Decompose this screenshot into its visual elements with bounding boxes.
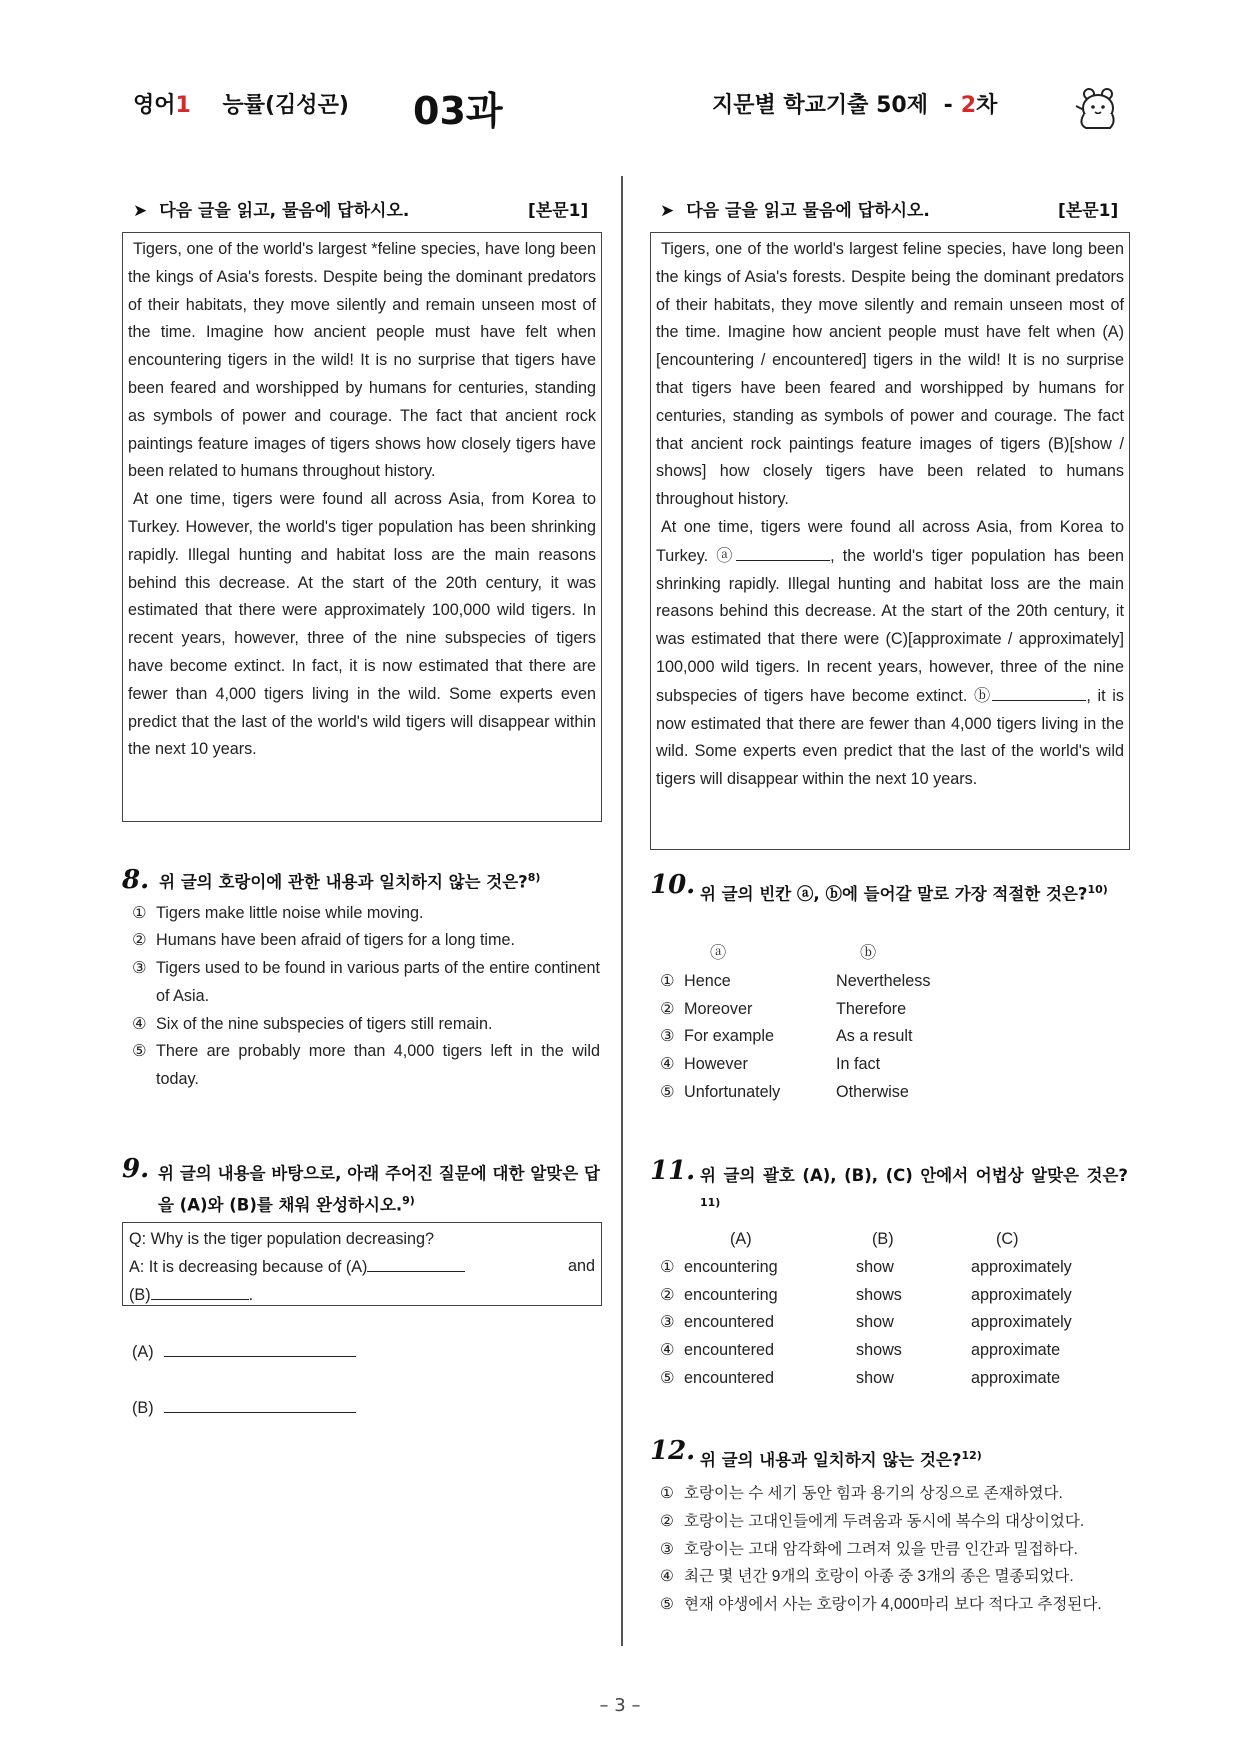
question-8-options — [122, 900, 600, 1095]
option-8-4[interactable] — [132, 1011, 600, 1039]
option-c-value: approximate — [971, 1341, 1061, 1360]
question-8-text: 위 글의 호랑이에 관한 내용과 일치하지 않는 것은? — [159, 872, 528, 892]
answer-period: . — [248, 1286, 254, 1304]
bear-mascot-icon — [1072, 84, 1122, 134]
left-direction — [133, 196, 409, 221]
question-11-footnote: 11) — [700, 1196, 721, 1209]
question-8 — [122, 864, 600, 1094]
option-b-value: shows — [856, 1285, 902, 1304]
passage-text: , it is now estimated that there are fewer than 4,000 tigers living in the wild. Some experts even predict that the last of the world's wild tigers will disappear within the next 10 years. — [656, 686, 1125, 789]
question-9-footnote: 9) — [402, 1194, 415, 1207]
option-10-4[interactable] — [660, 1051, 1120, 1079]
question-8-footnote: 8) — [527, 871, 541, 884]
option-text: 호랑이는 고대인들에게 두려움과 동시에 복수의 대상이었다. — [684, 1512, 1085, 1530]
choice-b: (B)[show / shows] — [656, 434, 1124, 481]
column-b-label: (B) — [872, 1230, 894, 1248]
option-a-value: encountered — [684, 1368, 775, 1387]
left-passage-paragraph-2: At one time, tigers were found all across Asia, from Korea to Turkey. However, the world's tiger population has been shrinking rapidly. Illegal hunting and habitat loss are the main reasons behind this decrease. At the start of the 20th century, it was estimated that there were approximately 100,000 wild tigers. In recent years, however, three of the nine subspecies of tigers have become extinct. In fact, it is now estimated that there are fewer than 4,000 tigers living in the wild. Some experts even predict that the last of the world's wild tigers will disappear within the next 10 years. — [128, 490, 596, 759]
textbook-label: 능률(김성곤) — [222, 93, 349, 118]
option-marker: ③ — [660, 1313, 675, 1332]
title-dash: - — [943, 93, 953, 118]
option-8-2[interactable] — [132, 927, 600, 955]
option-10-1[interactable] — [660, 968, 1120, 996]
option-marker: ② — [660, 1512, 674, 1530]
question-12-options — [660, 1480, 1130, 1619]
arrow-icon: ➤ — [660, 201, 675, 221]
option-12-4[interactable] — [660, 1563, 1130, 1591]
question-8-number: 8. — [122, 864, 150, 895]
answer-a-label: (A) — [132, 1343, 154, 1361]
question-9-qa-box — [122, 1222, 602, 1306]
question-10-footnote: 10) — [1087, 883, 1108, 896]
answer-b-row — [132, 1394, 356, 1423]
option-a-value: encountered — [684, 1341, 775, 1360]
option-12-2[interactable] — [660, 1508, 1130, 1536]
question-11-column-header — [660, 1226, 1120, 1254]
column-c-label: (C) — [996, 1230, 1019, 1248]
passage-text: At one time, tigers were found all across Asia, from Korea to Turkey. — [656, 517, 1124, 565]
question-12-number: 12. — [650, 1436, 696, 1466]
blank-a-line[interactable] — [367, 1253, 465, 1272]
question-12-text: 위 글의 내용과 일치하지 않는 것은? — [700, 1450, 962, 1470]
blank-b-line[interactable] — [151, 1281, 249, 1300]
question-9-text: 위 글의 내용을 바탕으로, 아래 주어진 질문에 대한 알맞은 답을 (A)와 (B)를 채워 완성하시오. — [158, 1164, 600, 1215]
answer-line — [129, 1253, 595, 1281]
option-text: 현재 야생에서 사는 호랑이가 4,000마리 보다 적다고 추정된다. — [684, 1596, 1102, 1614]
question-9-header — [122, 1154, 600, 1219]
option-marker: ⑤ — [660, 1082, 675, 1101]
answer-line-2 — [129, 1281, 595, 1309]
right-passage-paragraph-2 — [656, 514, 1124, 794]
choice-c: (C)[approximate / approximately] — [885, 630, 1124, 649]
option-c-value: approximately — [971, 1257, 1072, 1276]
subject-label: 영어 — [133, 93, 176, 118]
option-b-value: show — [856, 1257, 894, 1276]
question-11-number: 11. — [650, 1156, 696, 1186]
right-passage-paragraph-1 — [656, 236, 1124, 514]
passage-text: how closely tigers have been related to humans throughout history. — [656, 462, 1124, 509]
question-11-options — [660, 1226, 1120, 1393]
question-11 — [650, 1156, 1128, 1221]
option-11-2[interactable] — [660, 1282, 1120, 1310]
option-a-value: However — [684, 1055, 748, 1074]
option-a-value: Moreover — [684, 999, 753, 1018]
option-c-value: approximate — [971, 1368, 1061, 1387]
option-10-5[interactable] — [660, 1079, 1120, 1107]
passage-text: , the world's tiger population has been shrinking rapidly. Illegal hunting and habitat loss are the main reasons behind this decrease. At the start of the 20th century, it was estimated that there were — [656, 546, 1124, 649]
blank-b-marker: ⓑ — [974, 686, 993, 705]
option-marker: ④ — [660, 1341, 675, 1360]
choice-a: (A)[encountering / encountered] — [656, 323, 1124, 370]
answer-a-row — [132, 1338, 356, 1367]
left-passage-box — [122, 232, 602, 822]
option-text: There are probably more than 4,000 tigers left in the wild today. — [156, 1042, 600, 1089]
option-text: 호랑이는 수 세기 동안 힘과 용기의 상징으로 존재하였다. — [684, 1485, 1063, 1502]
answer-b-field[interactable] — [164, 1394, 356, 1413]
question-11-header — [650, 1156, 1128, 1221]
option-a-value: encountered — [684, 1313, 775, 1332]
column-a-label: (A) — [730, 1230, 752, 1248]
option-12-3[interactable] — [660, 1536, 1130, 1564]
answer-prefix: A: It is decreasing because of (A) — [129, 1258, 368, 1276]
option-10-2[interactable] — [660, 996, 1120, 1024]
column-a-label: ⓐ — [710, 944, 727, 962]
option-text: 호랑이는 고대 암각화에 그려져 있을 만큼 인간과 밀접하다. — [684, 1540, 1078, 1558]
blank-a[interactable] — [736, 542, 830, 561]
exam-title-label: 지문별 학교기출 50제 — [712, 93, 928, 118]
option-marker: ③ — [660, 1027, 675, 1046]
option-text: Six of the nine subspecies of tigers still remain. — [156, 1014, 493, 1033]
passage-text: Tigers, one of the world's largest feline species, have long been the kings of Asia's forests. Despite being the dominant predators of their habitats, they move silently and remain unseen most of the time. Imagine how ancient people must have felt when — [656, 240, 1124, 342]
option-b-value: show — [856, 1313, 894, 1332]
question-10-header — [650, 870, 1128, 908]
option-text: 최근 몇 년간 9개의 호랑이 아종 중 3개의 종은 멸종되었다. — [684, 1568, 1074, 1586]
right-direction-text: 다음 글을 읽고 물음에 답하시오. — [686, 201, 930, 221]
option-marker: ③ — [132, 959, 147, 978]
option-11-5[interactable] — [660, 1365, 1120, 1393]
option-marker: ④ — [132, 1014, 147, 1033]
blank-b[interactable] — [992, 682, 1086, 701]
right-direction — [660, 196, 930, 221]
option-a-value: Unfortunately — [684, 1082, 781, 1101]
option-marker: ② — [660, 999, 675, 1018]
option-b-value: Otherwise — [836, 1082, 909, 1101]
option-12-1[interactable] — [660, 1480, 1130, 1508]
option-12-5[interactable] — [660, 1591, 1130, 1619]
option-marker: ③ — [660, 1540, 674, 1558]
option-a-value: encountering — [684, 1257, 778, 1276]
question-line: Q: Why is the tiger population decreasing? — [129, 1230, 435, 1248]
option-b-value: Nevertheless — [836, 971, 931, 990]
option-8-3[interactable] — [132, 955, 600, 1011]
right-passage-tag: [본문1] — [1058, 201, 1119, 221]
option-marker: ① — [132, 903, 147, 922]
question-12 — [650, 1436, 1128, 1474]
question-10-number: 10. — [650, 870, 696, 900]
option-11-1[interactable] — [660, 1254, 1120, 1282]
column-divider — [621, 176, 623, 1646]
option-marker: ① — [660, 1257, 675, 1276]
option-a-value: Hence — [684, 971, 731, 990]
option-b-value: As a result — [836, 1027, 913, 1046]
option-c-value: approximately — [971, 1285, 1072, 1304]
question-10 — [650, 870, 1128, 908]
option-marker: ⑤ — [660, 1368, 675, 1387]
option-marker: ⑤ — [660, 1596, 674, 1614]
answer-a-field[interactable] — [164, 1338, 356, 1357]
arrow-icon: ➤ — [133, 201, 148, 221]
question-10-text: 위 글의 빈칸 ⓐ, ⓑ에 들어갈 말로 가장 적절한 것은? — [700, 884, 1088, 904]
page-number: – 3 – — [599, 1695, 641, 1716]
option-marker: ② — [660, 1285, 675, 1304]
left-passage-tag: [본문1] — [528, 201, 589, 221]
question-9-number: 9. — [122, 1154, 150, 1184]
option-11-4[interactable] — [660, 1337, 1120, 1365]
blank-b-label: (B) — [129, 1286, 151, 1304]
option-marker: ④ — [660, 1055, 675, 1074]
question-8-header — [122, 864, 600, 896]
question-12-footnote: 12) — [961, 1449, 982, 1462]
option-a-value: For example — [684, 1027, 774, 1046]
option-11-3[interactable] — [660, 1309, 1120, 1337]
answer-and: and — [567, 1257, 595, 1275]
lesson-title: 03과 — [413, 89, 503, 133]
passage-text: tigers in the wild! It is no surprise that tigers have been feared and worshipped by humans for centuries, standing as symbols of power and courage. The fact that ancient rock paintings feature images of tigers — [656, 351, 1124, 453]
option-marker: ④ — [660, 1568, 674, 1586]
left-passage-paragraph-1: Tigers, one of the world's largest *feline species, have long been the kings of Asia's forests. Despite being the dominant predators of their habitats, they move silently and remain unseen most of the time. Imagine how ancient people must have felt when encountering tigers in the wild! It is no surprise that tigers have been feared and worshipped by humans for centuries, standing as symbols of power and courage. The fact that ancient rock paintings feature images of tigers shows how closely tigers have been related to humans throughout history. — [128, 240, 596, 481]
round-suffix: 차 — [976, 93, 998, 118]
question-9 — [122, 1154, 600, 1219]
option-b-value: shows — [856, 1341, 902, 1360]
passage-text: 100,000 wild tigers. In recent years, however, three of the nine subspecies of tigers have become extinct. — [656, 657, 1124, 705]
subject-title — [133, 88, 349, 119]
option-marker: ① — [660, 1485, 674, 1502]
option-text: Tigers make little noise while moving. — [156, 903, 424, 922]
question-11-text: 위 글의 괄호 (A), (B), (C) 안에서 어법상 알맞은 것은? — [700, 1166, 1128, 1185]
question-10-options — [660, 940, 1120, 1107]
option-marker: ① — [660, 971, 675, 990]
option-b-value: In fact — [836, 1055, 881, 1074]
question-12-header — [650, 1436, 1128, 1474]
question-10-column-header — [660, 940, 1120, 968]
option-marker: ⑤ — [132, 1042, 147, 1061]
subject-number: 1 — [175, 93, 191, 118]
right-passage-box — [650, 232, 1130, 850]
option-b-value: Therefore — [836, 999, 907, 1018]
option-8-1[interactable] — [132, 900, 600, 928]
option-marker: ② — [132, 931, 147, 950]
option-a-value: encountering — [684, 1285, 778, 1304]
answer-b-label: (B) — [132, 1399, 154, 1417]
blank-a-marker: ⓐ — [716, 546, 737, 565]
exam-title — [712, 88, 997, 119]
column-b-label: ⓑ — [860, 944, 877, 962]
left-direction-text: 다음 글을 읽고, 물음에 답하시오. — [159, 201, 410, 221]
option-c-value: approximately — [971, 1313, 1072, 1332]
round-number: 2 — [960, 93, 977, 118]
option-8-5[interactable] — [132, 1038, 600, 1094]
option-b-value: show — [856, 1368, 894, 1387]
option-text: Humans have been afraid of tigers for a long time. — [156, 931, 516, 950]
option-text: Tigers used to be found in various parts of the entire continent of Asia. — [156, 959, 600, 1005]
option-10-3[interactable] — [660, 1023, 1120, 1051]
